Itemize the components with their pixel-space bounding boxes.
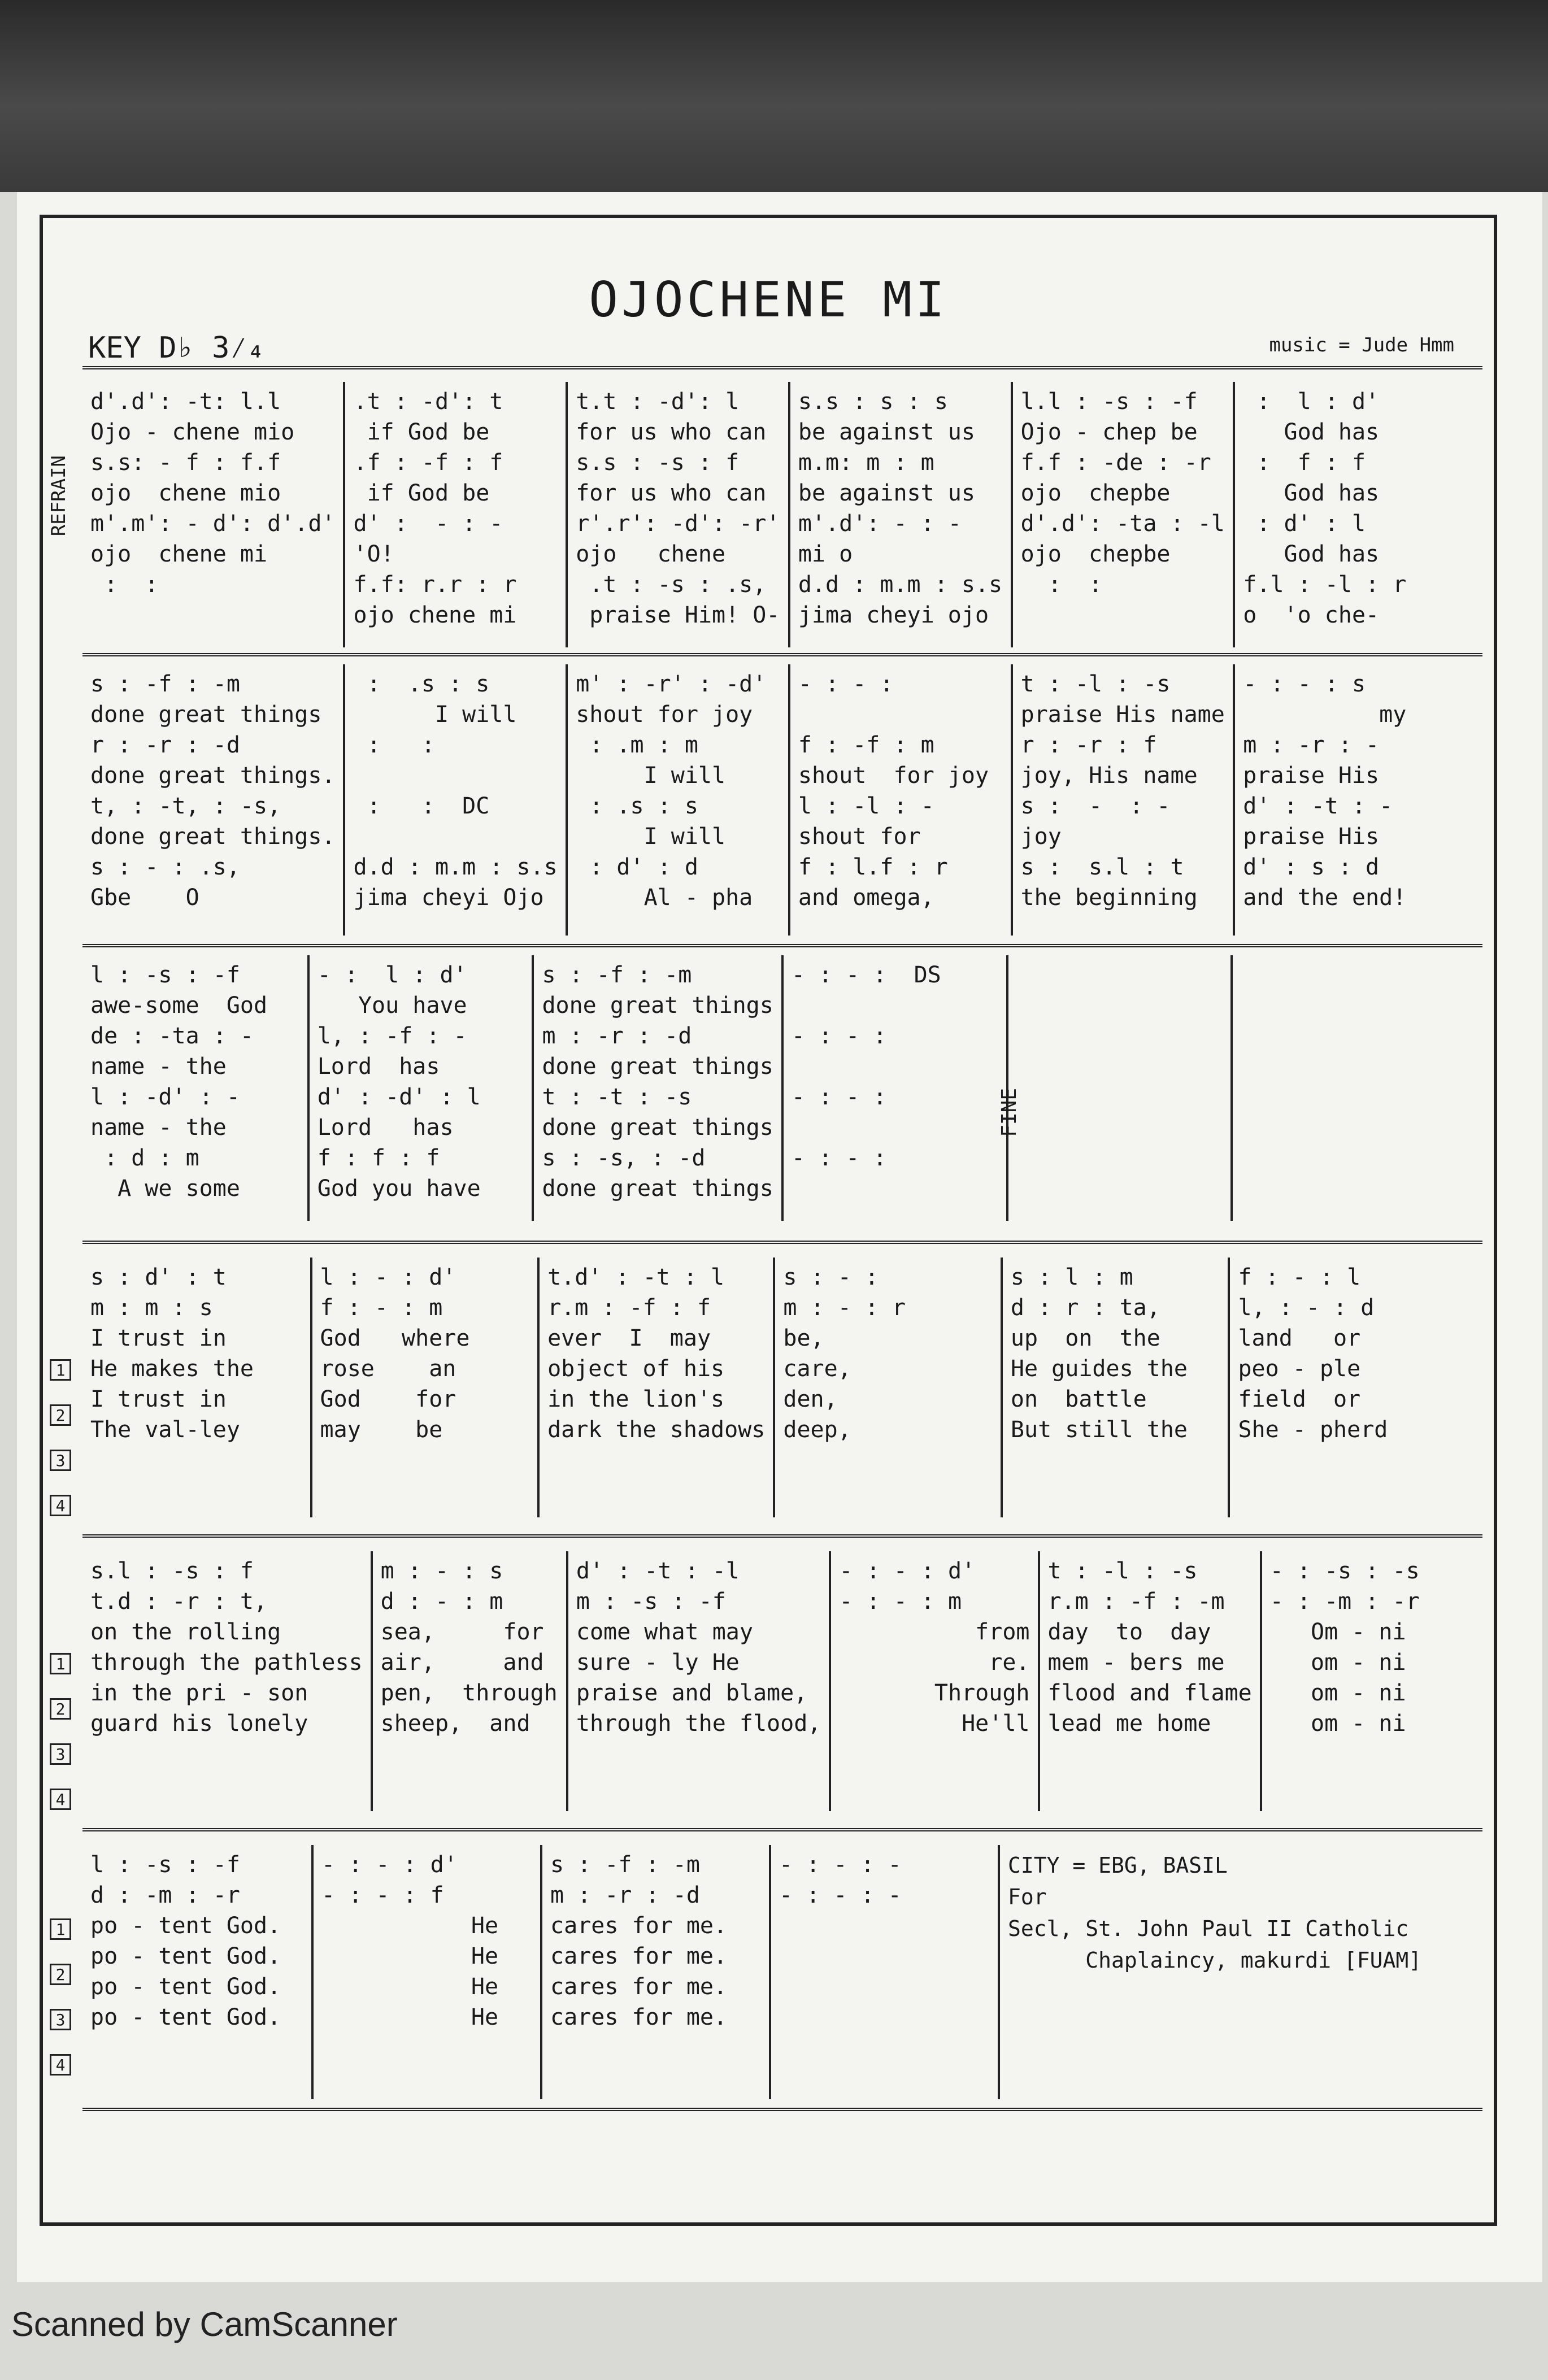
solfa-cell: - : - : d' - : - : f He He He He [311,1845,540,2099]
solfa-cell: l : -s : -f d : -m : -r po - tent God. po - tent God. po - tent God. po - tent God. [90,1852,281,2030]
solfa-cell: s : -f : -m m : -r : -d cares for me. cares for me. cares for me. cares for me. [540,1845,769,2099]
verse-number: 4 [50,1789,71,1810]
solfa-cell: .t : -d': t if God be .f : -f : f if God be d' : - : - 'O! f.f: r.r : r ojo chene mi [343,382,566,647]
verse-row-1 [82,1258,1455,1517]
verse-number: 1 [50,1359,71,1381]
row-divider [82,1828,1482,1835]
solfa-cell: d' : -t : -l m : -s : -f come what may sure - ly He praise and blame, through the flood, [566,1551,829,1811]
section-divider [82,1241,1482,1247]
row-divider [82,653,1482,660]
solfa-cell: - : - : s my m : -r : - praise His d' : -t : - praise His d' : s : d and the end! [1233,664,1455,936]
solfa-cell: t : -l : -s praise His name r : -r : f joy, His name s : - : - joy s : s.l : t the beginning [1011,664,1233,936]
verse-number: 2 [50,1698,71,1720]
verse-numbers [50,1918,71,2099]
solfa-cell: s : - : m : - : r be, care, den, deep, [773,1258,1001,1517]
solfa-cell: l : -s : -f awe-some God de : -ta : - name - the l : -d' : - name - the : d : m A we some [90,962,268,1202]
row-divider [82,1534,1482,1541]
verse-number: 3 [50,1743,71,1765]
verse-number: 4 [50,1495,71,1516]
solfa-cell: s.s : s : s be against us m.m: m : m be against us m'.d': - : - mi o d.d : m.m : s.s jima cheyi ojo [788,382,1011,647]
verse-number: 1 [50,1653,71,1674]
solfa-cell: - : - : DS - : - : - : - : - : - : [781,955,1006,1221]
verse-numbers [50,1653,71,1834]
verse-row-3 [82,1845,1455,2099]
solfa-cell: d'.d': -t: l.l Ojo - chene mio s.s: - f : f.f ojo chene mio m'.m': - d': d'.d' ojo chene mi : : [90,389,336,598]
music-credit: music = Jude Hmm [1269,334,1454,356]
solfa-cell: f : - : l l, : - : d land or peo - ple field or She - pherd [1228,1258,1455,1517]
solfa-cell: : .s : s I will : : : : DC d.d : m.m : s.s jima cheyi Ojo [343,664,566,936]
solfa-cell: t.d' : -t : l r.m : -f : f ever I may object of his in the lion's dark the shadows [537,1258,773,1517]
solfa-cell: s : -f : -m done great things m : -r : -d done great things t : -t : -s done great things s : -s, : -d done great things [532,955,781,1221]
fine-marking: FINE [998,1088,1021,1137]
refrain-label: REFRAIN [47,455,70,537]
solfa-cell: t : -l : -s r.m : -f : -m day to day mem - bers me flood and flame lead me home [1038,1551,1260,1811]
solfa-cell: m' : -r' : -d' shout for joy : .m : m I will : .s : s I will : d' : d Al - pha [566,664,788,936]
solfa-cell: : l : d' God has : f : f God has : d' : l God has f.l : -l : r o 'o che- [1233,382,1455,647]
refrain-row-1 [82,382,1455,647]
solfa-cell: l.l : -s : -f Ojo - chep be f.f : -de : -r ojo chepbe d'.d': -ta : -l ojo chepbe : : [1011,382,1233,647]
refrain-row-3 [82,955,1455,1221]
verse-number: 2 [50,1404,71,1426]
solfa-cell: s : d' : t m : m : s I trust in He makes the I trust in The val-ley [90,1264,254,1443]
row-divider [82,944,1482,951]
refrain-row-2 [82,664,1455,936]
header-rule [82,366,1482,373]
solfa-cell: t.t : -d': l for us who can s.s : -s : f for us who can r'.r': -d': -r' ojo chene .t : -s : .s, praise Him! O- [566,382,788,647]
page-title: OJOCHENE MI [589,272,948,328]
verse-number: 3 [50,1450,71,1471]
verse-number: 4 [50,2054,71,2076]
verse-number: 2 [50,1964,71,1985]
scanner-background [0,0,1548,192]
solfa-cell: - : - : d' - : - : m from re. Through He'll [829,1551,1037,1811]
solfa-cell [1006,955,1231,1221]
scanner-watermark: Scanned by CamScanner [11,2305,398,2343]
solfa-cell: l : - : d' f : - : m God where rose an God for may be [310,1258,538,1517]
key-signature: KEY D♭ 3⁄₄ [88,331,265,365]
row-divider [82,2108,1482,2114]
solfa-cell: - : l : d' You have l, : -f : - Lord has d' : -d' : l Lord has f : f : f God you have [307,955,532,1221]
solfa-cell [1230,955,1455,1221]
verse-number: 3 [50,2009,71,2030]
arranger-credits: CITY = EBG, BASIL For Secl, St. John Paul II Catholic Chaplaincy, makurdi [FUAM] [998,1845,1455,2099]
solfa-cell: - : - : - - : - : - [769,1845,998,2099]
solfa-cell: s.l : -s : f t.d : -r : t, on the rolling through the pathless in the pri - son guard his lonely [90,1558,363,1737]
solfa-cell: s : -f : -m done great things r : -r : -d done great things. t, : -t, : -s, done great things. s : - : .s, Gbe O [90,671,336,911]
verse-number: 1 [50,1918,71,1940]
solfa-cell: - : - : f : -f : m shout for joy l : -l : - shout for f : l.f : r and omega, [788,664,1011,936]
verse-row-2 [82,1551,1455,1811]
solfa-cell: - : -s : -s - : -m : -r Om - ni om - ni om - ni om - ni [1260,1551,1455,1811]
score-frame [40,215,1497,2226]
solfa-cell: s : l : m d : r : ta, up on the He guides the on battle But still the [1001,1258,1228,1517]
verse-numbers [50,1359,71,1540]
solfa-cell: m : - : s d : - : m sea, for air, and pen, through sheep, and [371,1551,566,1811]
